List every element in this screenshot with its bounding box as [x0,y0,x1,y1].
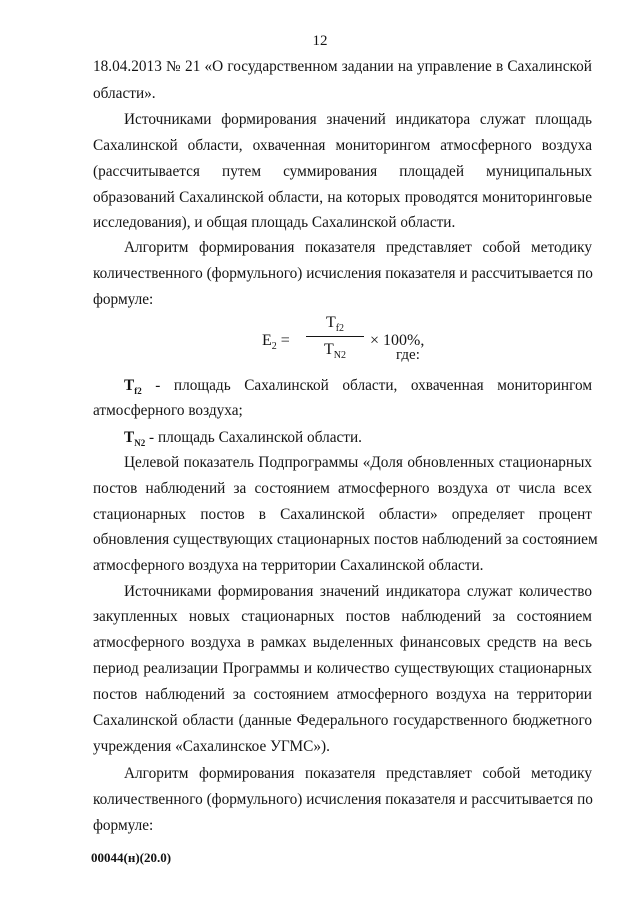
definition-term [124,429,146,449]
text-line: Алгоритм формирования показателя представляет собой методику [124,239,592,256]
text-line: Источниками формирования значений индикатора служат площадь [124,111,592,128]
text-line: период реализации Программы и количество существующих стационарных [93,660,592,677]
text-line: обновления существующих стационарных постов наблюдений за состоянием [93,531,598,548]
page-number: 12 [312,33,328,49]
definition-symbol: T [124,429,135,446]
text-line: (рассчитывается путем суммирования площадей муниципальных [93,163,592,180]
text-line: исследования), и общая площадь Сахалинской области. [93,214,456,231]
definition-tn2 [124,428,592,453]
text-line: количественного (формульного) исчисления показателя и рассчитывается по [93,791,593,808]
definition-term [124,377,142,397]
denominator-symbol: T [323,341,334,358]
formula-equals: = [280,332,290,349]
formula-rhs: × 100%, [370,332,425,349]
formula-lhs-sub: 2 [271,341,277,353]
formula-numerator [306,312,364,334]
text-line: учреждения «Сахалинское УГМС»). [93,738,330,755]
definition-text: - площадь Сахалинской области, охваченная мониторингом [155,377,592,394]
text-line: образований Сахалинской области, на которых проводятся мониторинговые [93,189,592,206]
text-line: закупленных новых стационарных постов наблюдений за состоянием [93,608,592,625]
text-line: Сахалинской области, охваченная мониторингом атмосферного воздуха [93,137,592,154]
formula-fraction [306,312,364,361]
text-line: формуле: [93,291,154,308]
definition-tf2 [124,376,592,401]
text-line: Алгоритм формирования показателя представляет собой методику [124,765,592,782]
text-line: области». [93,85,156,102]
definition-symbol: T [124,377,135,394]
formula-lhs-symbol: E [262,332,272,349]
text-line: атмосферного воздуха в рамках выделенных финансовых средств на весь [93,634,592,651]
definition-sub: N2 [134,438,146,449]
text-line: постов наблюдений за состоянием атмосферного воздуха от числа всех [93,480,592,497]
formula-lhs [262,332,290,352]
definition-sub: f2 [134,386,142,397]
numerator-sub: f2 [335,323,345,335]
text-line: 18.04.2013 № 21 «О государственном задании на управление в Сахалинской [93,58,592,75]
text-line: Источниками формирования значений индикатора служат количество [124,583,592,600]
formula-denominator [306,339,364,361]
definition-text: - площадь Сахалинской области. [149,429,362,446]
text-line: Целевой показатель Подпрограммы «Доля обновленных стационарных [124,454,592,471]
text-line: Сахалинской области (данные Федерального государственного бюджетного [93,712,592,729]
text-line: формуле: [93,817,154,834]
text-line: количественного (формульного) исчисления показателя и рассчитывается по [93,265,593,282]
numerator-symbol: T [325,314,336,331]
fraction-bar [306,336,364,337]
document-code: 00044(н)(20.0) [91,850,172,865]
denominator-sub: N2 [333,350,346,362]
formula-where: где: [396,347,420,363]
text-line: атмосферного воздуха; [93,402,243,419]
text-line: стационарных постов в Сахалинской области» определяет процент [93,506,592,523]
text-line: атмосферного воздуха на территории Сахалинской области. [93,557,484,574]
text-line: постов наблюдений за состоянием атмосферного воздуха на территории [93,686,592,703]
